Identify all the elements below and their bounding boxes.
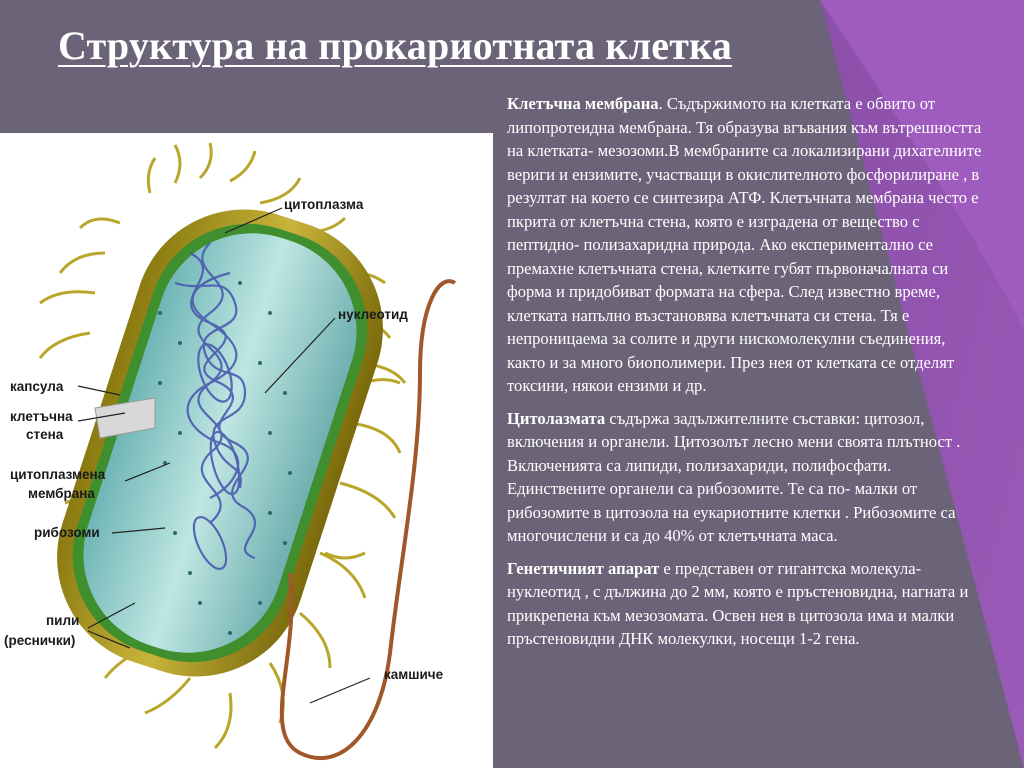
label-pili-line2: (реснички) [4, 633, 76, 648]
label-flagellum: камшиче [384, 667, 444, 682]
page-title: Структура на прокариотната клетка [58, 23, 732, 68]
label-pili-line1: пили [46, 613, 80, 628]
paragraph-cytoplasm [507, 407, 985, 548]
paragraph-cell-membrane [507, 92, 985, 398]
paragraph-genetic-apparatus [507, 557, 985, 651]
label-cyto-membrane-line1: цитоплазмена [10, 467, 106, 482]
label-cell-wall-line1: клетъчна [10, 409, 73, 424]
label-capsule: капсула [10, 379, 64, 394]
label-cytoplasm: цитоплазма [284, 197, 364, 212]
label-cyto-membrane-line2: мембрана [28, 486, 95, 501]
text-genetic-apparatus: е представен от гигантска молекула- нуклеотид , с дължина до 2 мм, която е пръстеновидна, нагната и прикрепена към мезозомата. Освен нея в цитозола има и малки пръстеновидни ДНК молекулки, носещи 1-2 гена. [507, 558, 969, 648]
cell-diagram [0, 133, 493, 768]
description-text [507, 92, 985, 660]
label-ribosomes: рибозоми [34, 525, 100, 540]
label-cell-wall-line2: стена [26, 427, 64, 442]
text-cytoplasm: съдържа задължителните съставки: цитозол, включения и органели. Цитозолът лесно мени своята плътност . Включенията са липиди, полизахариди, полифосфати. Единствените органели са рибозомите. Те са по- малки от рибозомите в цитозола на еукариотните клетки . Рибозомите са многочислени и са до 40% от клетъчната маса. [507, 408, 961, 545]
term-cytoplasm: Цитолазмата [507, 408, 606, 428]
term-genetic-apparatus: Генетичният апарат [507, 558, 660, 578]
label-nucleotide: нуклеотид [338, 307, 408, 322]
text-cell-membrane: . Съдържимото на клетката е обвито от липопротеидна мембрана. Тя образува вгъвания към вътрешността на клетката- мезозоми.В мембраните са локализирани дихателните вериги и ензимите, участващи в окислителното фосфорилиране , в резултат на което се синтезира АТФ. Клетъчната мембрана често е пкрита от клетъчна стена, която е изградена от вещество с пептидно- полизахаридна природа. Ако експериментално се премахне клетъчната стена, клетките губят първоначалната си форма и придобиват формата на сфера. След известно време, клетката напълно възстановява клетъчната си стена. Тя е непроницаема за солите и други нискомолекулни съединения, както и за много биополимери. През нея от клетката се отделят токсини, някои ензими и др. [507, 94, 982, 395]
term-cell-membrane: Клетъчна мембрана [507, 94, 659, 113]
